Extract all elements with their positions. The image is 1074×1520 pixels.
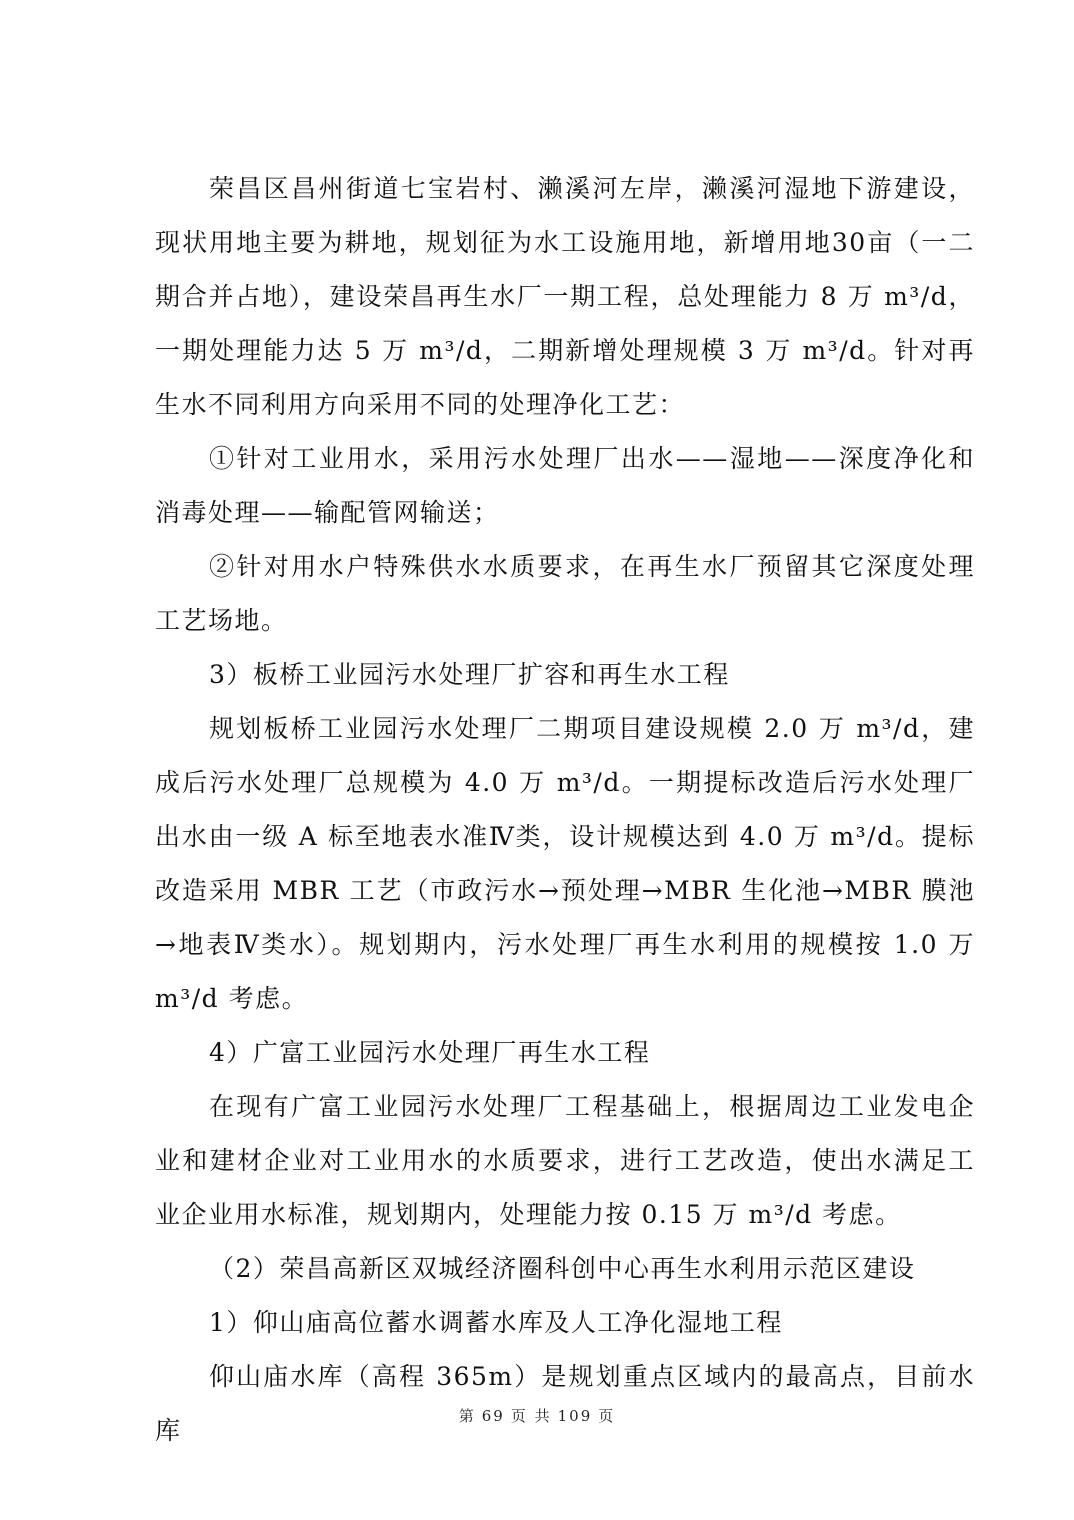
paragraph-industrial-water: ①针对工业用水，采用污水处理厂出水——湿地——深度净化和消毒处理——输配管网输送； [155,444,975,527]
footer-middle: 页 共 [510,1407,552,1425]
heading-banqiao-project: 3）板桥工业园污水处理厂扩容和再生水工程 [209,660,730,689]
paragraph-guangfu-plan: 在现有广富工业园污水处理厂工程基础上，根据周边工业发电企业和建材企业对工业用水的水质要求，进行工艺改造，使出水满足工业企业用水标准，规划期内，处理能力按 0.15 万 m³/d 考虑。 [155,1092,975,1229]
body-text [155,162,975,1458]
footer-suffix: 页 [598,1407,616,1425]
heading-demo-zone: （2）荣昌高新区双城经济圈科创中心再生水利用示范区建设 [209,1254,916,1283]
page-footer [0,1405,1074,1426]
paragraph-special-supply: ②针对用水户特殊供水水质要求，在再生水厂预留其它深度处理工艺场地。 [155,552,975,635]
footer-total-pages: 109 [557,1407,593,1425]
heading-guangfu-project: 4）广富工业园污水处理厂再生水工程 [209,1038,651,1067]
footer-prefix: 第 [458,1407,476,1425]
footer-current-page: 69 [481,1407,505,1425]
paragraph-yangshanmiao-reservoir: 仰山庙水库（高程 365m）是规划重点区域内的最高点，目前水库 [155,1362,975,1445]
paragraph-rongchang-plant: 荣昌区昌州街道七宝岩村、濑溪河左岸，濑溪河湿地下游建设，现状用地主要为耕地，规划征为水工设施用地，新增用地30亩（一二期合并占地），建设荣昌再生水厂一期工程，总处理能力 8 万 m³/d，一期处理能力达 5 万 m³/d，二期新增处理规模 3 万 m³/d。针对再生水不同利用方向采用不同的处理净化工艺： [155,174,975,419]
heading-yangshanmiao-project: 1）仰山庙高位蓄水调蓄水库及人工净化湿地工程 [209,1308,783,1337]
paragraph-banqiao-plan: 规划板桥工业园污水处理厂二期项目建设规模 2.0 万 m³/d，建成后污水处理厂总规模为 4.0 万 m³/d。一期提标改造后污水处理厂出水由一级 A 标至地表水准Ⅳ类，设计规模达到 4.0 万 m³/d。提标改造采用 MBR 工艺（市政污水→预处理→MBR 生化池→MBR 膜池→地表Ⅳ类水）。规划期内，污水处理厂再生水利用的规模按 1.0 万 m³/d 考虑。 [155,714,975,1013]
